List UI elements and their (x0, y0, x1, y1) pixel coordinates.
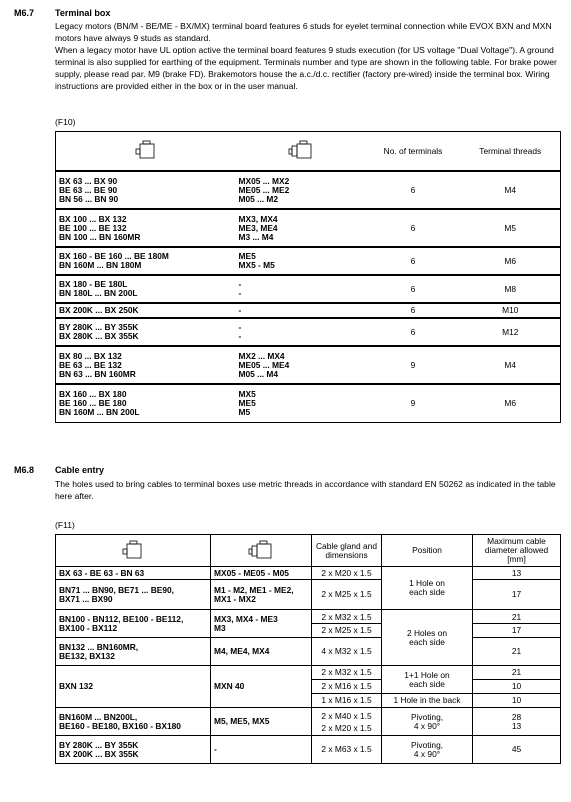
section-title: Terminal box (55, 8, 111, 18)
paragraph-text: Legacy motors (BN/M - BE/ME - BX/MX) terminal board features 6 studs for eyelet terminal connection while EVOX BXN and MXN motors have always 9 studs as standard. (55, 21, 552, 43)
position-cell (382, 708, 473, 736)
brakemotor-line: ME05 ... ME4 (238, 359, 290, 370)
brakemotor-line: MX05 ... MX2 (238, 175, 290, 186)
position-line: 1 Hole on (409, 578, 445, 588)
paragraph-text: When a legacy motor have UL option active the terminal board features 9 studs execution (for US voltage "Dual Voltage"). A ground terminal is also supplied for earthing of the equipment. Terminals number and type are shown in the following table. For brake power supply, please read par. M9 (brake FD). Brakemotors house the a.c./d.c. rectifier (factory pre-wired) inside the terminal box. Wiring instructions are provided either in the box or in the user manual. (55, 45, 557, 91)
brakemotor-line: M1 - M2, ME1 - ME2, (214, 584, 294, 595)
section-number: M6.8 (14, 465, 35, 475)
motor-line: BN100 - BN112, BE100 - BE112, (59, 613, 184, 624)
diameter-cell (473, 708, 561, 736)
section-title: Cable entry (55, 465, 105, 475)
motor-cell (56, 346, 236, 384)
table-row (56, 346, 561, 384)
motor-line: BY 280K ... BY 355K (59, 322, 139, 332)
paragraph (55, 20, 560, 92)
motor-line: BY 280K ... BY 355K (59, 739, 139, 750)
gland-line: 2 x M32 x 1.5 (312, 611, 381, 624)
position-line: 4 x 90° (413, 720, 441, 731)
gland-cell: 2 x M63 x 1.5 (312, 736, 382, 764)
motor-line: BX 63 ... BX 90 (59, 175, 118, 186)
motor-cell (56, 580, 211, 610)
table-row (56, 384, 561, 422)
motor-line: BE132, BX132 (59, 650, 115, 661)
motor-cell (56, 303, 236, 318)
motor-line: BN 63 ... BN 160MR (59, 368, 136, 379)
motor-icon (121, 540, 145, 562)
table-row (56, 303, 561, 318)
brakemotor-line: ME5 (238, 397, 256, 408)
gland-cell (312, 708, 382, 736)
brakemotor-line: - (238, 322, 242, 332)
brakemotor-line: - (238, 331, 242, 341)
brakemotor-cell (236, 209, 366, 247)
gland-cell: 2 x M32 x 1.5 (312, 666, 382, 680)
motor-line: BX 80 ... BX 132 (59, 350, 122, 361)
brakemotor-line: MX5 - M5 (238, 260, 275, 270)
position-cell (382, 736, 473, 764)
motor-line: BX 160 - BE 160 ... BE 180M (59, 251, 169, 261)
diameter-cell: 21 (473, 666, 561, 680)
position-cell (382, 567, 473, 610)
motor-cell (56, 638, 211, 666)
motor-cell (56, 318, 236, 346)
threads-cell: M10 (461, 303, 561, 318)
motor-cell (56, 708, 211, 736)
motor-line: BX 100 ... BX 132 (59, 213, 127, 224)
motor-line: BX 200K ... BX 355K (59, 748, 139, 759)
brakemotor-cell: M5, ME5, MX5 (211, 708, 312, 736)
motor-cell: BX 63 - BE 63 - BN 63 (56, 567, 211, 580)
motor-cell (56, 171, 236, 209)
position-cell (382, 610, 473, 666)
brakemotor-line: MX5 (238, 388, 256, 399)
motor-line: BX 180 - BE 180L (59, 279, 128, 289)
motor-line: BN 100 ... BN 160MR (59, 231, 141, 242)
motor-line: BX 160 ... BX 180 (59, 388, 127, 399)
brakemotor-icon (287, 140, 315, 162)
brakemotor-line: MX3, MX4 - ME3 (214, 613, 278, 624)
motor-line: BE 63 ... BE 90 (59, 184, 118, 195)
brakemotor-line: M3 (214, 622, 226, 633)
terminals-cell: 6 (366, 209, 461, 247)
gland-cell: 2 x M25 x 1.5 (312, 580, 382, 610)
position-cell: 1 Hole in the back (382, 694, 473, 708)
terminals-cell: 6 (366, 318, 461, 346)
motor-line: BE160 - BE180, BX160 - BX180 (59, 720, 181, 731)
diameter-cell: 45 (473, 736, 561, 764)
motor-cell (56, 247, 236, 275)
brakemotor-cell (236, 171, 366, 209)
brakemotor-icon-cell (236, 132, 366, 172)
diameter-cell: 10 (473, 680, 561, 694)
brakemotor-line: MX3, MX4 (238, 213, 278, 224)
gland-line: 2 x M20 x 1.5 (321, 722, 372, 733)
motor-cell: BXN 132 (56, 666, 211, 708)
section-number: M6.7 (14, 8, 35, 18)
motor-cell (56, 736, 211, 764)
brakemotor-icon-cell (211, 535, 312, 567)
diameter-line: 17 (511, 625, 522, 635)
motor-icon (134, 140, 158, 162)
gland-cell (312, 610, 382, 638)
motor-cell (56, 209, 236, 247)
diameter-cell: 21 (473, 638, 561, 666)
position-line: each side (409, 587, 445, 597)
gland-line: 2 x M25 x 1.5 (321, 625, 372, 635)
gland-cell: 2 x M20 x 1.5 (312, 567, 382, 580)
motor-line: BX 200K ... BX 250K (59, 305, 139, 315)
header-diameter: Maximum cable diameter allowed [mm] (473, 535, 561, 567)
motor-line: BN160M ... BN200L, (59, 711, 138, 722)
threads-cell: M6 (461, 384, 561, 422)
threads-cell: M8 (461, 275, 561, 303)
brakemotor-cell: MXN 40 (211, 666, 312, 708)
brakemotor-line: M05 ... M2 (238, 193, 279, 204)
position-line: Pivoting, (410, 739, 444, 750)
threads-cell: M6 (461, 247, 561, 275)
brakemotor-cell (236, 303, 366, 318)
brakemotor-cell (211, 580, 312, 610)
terminals-cell: 9 (366, 384, 461, 422)
gland-cell: 1 x M16 x 1.5 (312, 694, 382, 708)
threads-cell: M4 (461, 346, 561, 384)
table-row (56, 247, 561, 275)
brakemotor-cell (236, 384, 366, 422)
motor-line: BN132 ... BN160MR, (59, 641, 139, 652)
brakemotor-icon (247, 540, 275, 562)
table-row (56, 171, 561, 209)
brakemotor-line: - (238, 305, 242, 315)
table-row (56, 318, 561, 346)
motor-line: BX100 - BX112 (59, 622, 118, 633)
terminals-cell: 9 (366, 346, 461, 384)
motor-icon-cell (56, 535, 211, 567)
motor-line: BX 280K ... BX 355K (59, 331, 139, 341)
brakemotor-line: - (238, 288, 242, 298)
diameter-cell: 13 (473, 567, 561, 580)
brakemotor-line: - (238, 279, 242, 289)
cable-entry-table (55, 534, 561, 764)
threads-cell: M12 (461, 318, 561, 346)
brakemotor-cell: MX05 - ME05 - M05 (211, 567, 312, 580)
gland-line: 2 x M40 x 1.5 (321, 710, 372, 721)
gland-cell: 2 x M16 x 1.5 (312, 680, 382, 694)
brakemotor-cell (211, 610, 312, 638)
brakemotor-line: ME05 ... ME2 (238, 184, 290, 195)
position-line: 4 x 90° (413, 748, 441, 759)
brakemotor-line: M3 ... M4 (238, 231, 274, 242)
figure-label: (F10) (55, 117, 76, 127)
brakemotor-line: M05 ... M4 (238, 368, 279, 379)
diameter-cell (473, 610, 561, 638)
brakemotor-cell: - (211, 736, 312, 764)
table-row (56, 275, 561, 303)
motor-line: BE 100 ... BE 132 (59, 222, 127, 233)
terminals-cell: 6 (366, 171, 461, 209)
motor-line: BE 160 ... BE 180 (59, 397, 127, 408)
position-line: Pivoting, (410, 711, 444, 722)
figure-label: (F11) (55, 520, 75, 530)
brakemotor-line: M5 (238, 406, 251, 417)
position-cell (382, 666, 473, 694)
diameter-line: 13 (511, 720, 522, 731)
motor-cell (56, 384, 236, 422)
position-line: each side (409, 636, 445, 647)
table-row (56, 209, 561, 247)
motor-line: BN 160M ... BN 180M (59, 260, 142, 270)
brakemotor-cell: M4, ME4, MX4 (211, 638, 312, 666)
header-position: Position (382, 535, 473, 567)
brakemotor-line: MX2 ... MX4 (238, 350, 285, 361)
paragraph: The holes used to bring cables to terminal boxes use metric threads in accordance with standard EN 50262 as indicated in the table here after. (55, 479, 556, 501)
position-line: each side (409, 678, 445, 689)
motor-cell (56, 275, 236, 303)
header-threads: Terminal threads (461, 132, 561, 172)
header-terminals: No. of terminals (366, 132, 461, 172)
brakemotor-cell (236, 318, 366, 346)
threads-cell: M5 (461, 209, 561, 247)
motor-line: BN 56 ... BN 90 (59, 193, 119, 204)
brakemotor-cell (236, 275, 366, 303)
terminals-cell: 6 (366, 247, 461, 275)
terminals-cell: 6 (366, 275, 461, 303)
diameter-line: 21 (473, 611, 560, 624)
terminals-cell: 6 (366, 303, 461, 318)
motor-line: BX71 ... BX90 (59, 593, 113, 604)
position-line: 2 Holes on (406, 627, 448, 638)
header-gland: Cable gland and dimensions (312, 535, 382, 567)
brakemotor-cell (236, 346, 366, 384)
motor-cell (56, 610, 211, 638)
diameter-cell: 17 (473, 580, 561, 610)
motor-line: BN 160M ... BN 200L (59, 406, 140, 417)
motor-line: BE 63 ... BE 132 (59, 359, 122, 370)
gland-cell: 4 x M32 x 1.5 (312, 638, 382, 666)
brakemotor-cell (236, 247, 366, 275)
brakemotor-line: ME5 (238, 251, 256, 261)
motor-line: BN71 ... BN90, BE71 ... BE90, (59, 584, 174, 595)
position-line: 1+1 Hole on (404, 669, 450, 680)
brakemotor-line: ME3, ME4 (238, 222, 278, 233)
threads-cell: M4 (461, 171, 561, 209)
brakemotor-line: MX1 - MX2 (214, 593, 256, 604)
motor-icon-cell (56, 132, 236, 172)
motor-line: BN 180L ... BN 200L (59, 288, 138, 298)
diameter-line: 28 (511, 711, 522, 722)
terminal-table (55, 131, 561, 423)
diameter-cell: 10 (473, 694, 561, 708)
